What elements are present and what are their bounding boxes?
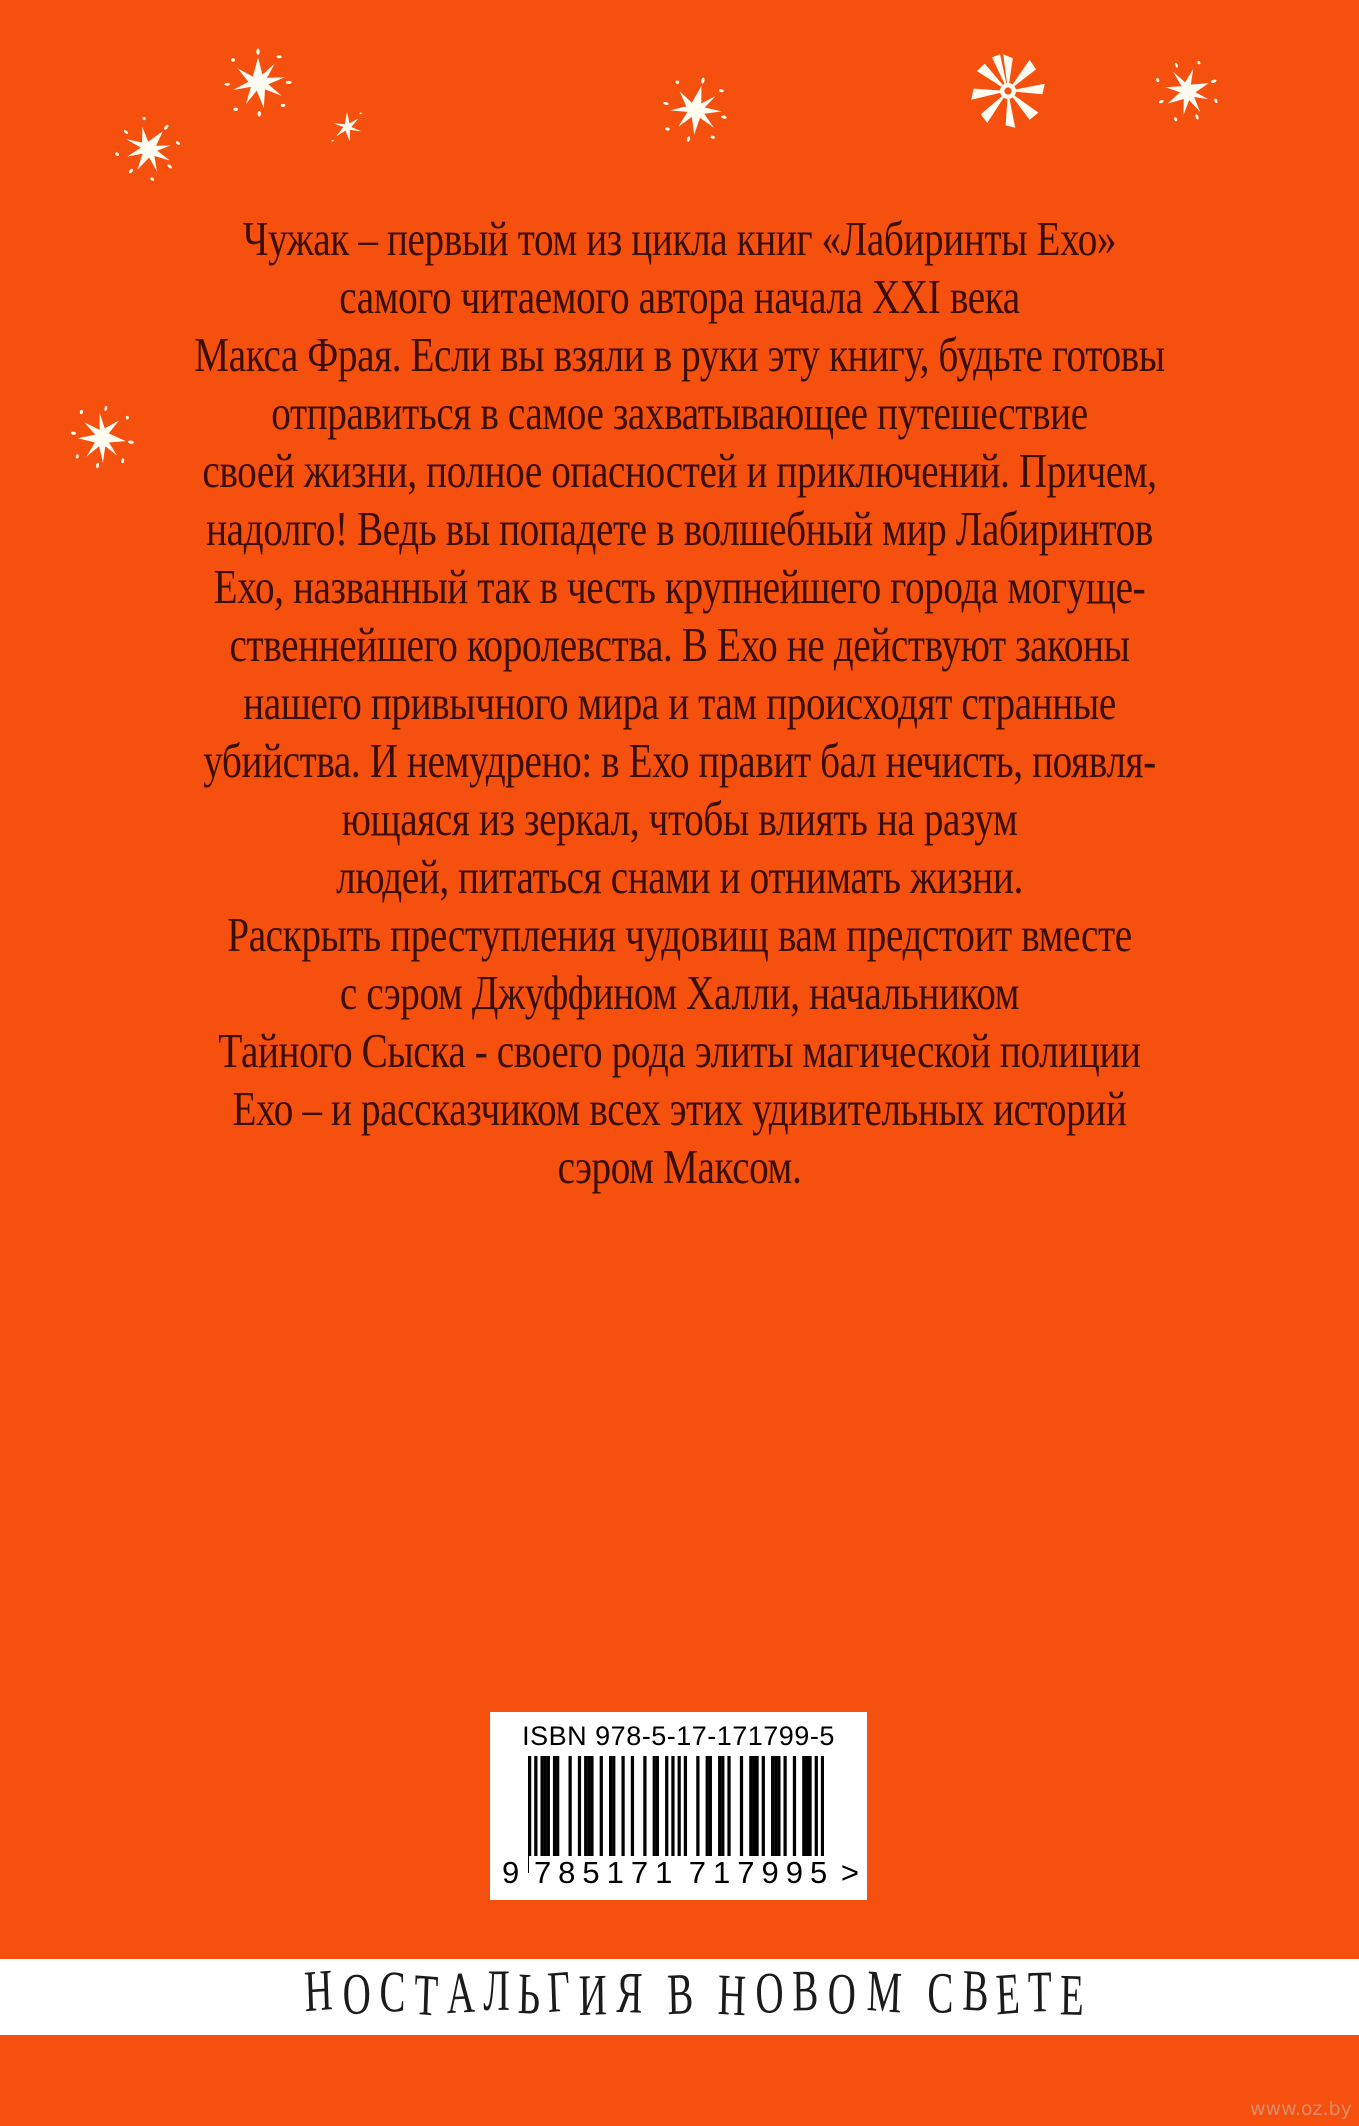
banner-letter: С <box>379 1960 406 2026</box>
barcode-digit-group2: 717995 <box>684 1856 839 1890</box>
banner-letter: С <box>927 1961 954 2026</box>
isbn-barcode-block <box>490 1712 867 1900</box>
isbn-label: ISBN 978-5-17-171799-5 <box>522 1721 835 1751</box>
annotation-line: Ехо, названный так в честь крупнейшего города могуще- <box>213 559 1146 614</box>
sparkle-star-icon <box>329 109 365 145</box>
banner-letter: И <box>578 1963 608 2029</box>
banner-space <box>647 1969 663 2021</box>
annotation-line: отправиться в самое захватывающее путешествие <box>271 385 1088 440</box>
sparkle-star-icon <box>107 108 189 190</box>
barcode-digit-prefix: 9 <box>502 1855 520 1890</box>
sparkle-star-icon <box>226 51 290 115</box>
annotation-line: Макса Фрая. Если вы взяли в руки эту книгу, будьте готовы <box>194 327 1165 382</box>
banner-letter: Е <box>1059 1963 1085 2029</box>
banner-space <box>907 1969 923 2021</box>
annotation-line: ющаяся из зеркал, чтобы влиять на разум <box>341 791 1018 846</box>
banner-letter: О <box>341 1962 371 2028</box>
banner-letter: Ь <box>517 1962 542 2028</box>
annotation-line: убийства. И немудрено: в Ехо правит бал нечисть, появля- <box>203 733 1156 788</box>
barcode-tail-char: > <box>840 1855 860 1890</box>
annotation-line: Чужак – первый том из цикла книг «Лабиринты Ехо» <box>242 211 1117 266</box>
banner-letter: Т <box>412 1962 439 2030</box>
banner-letter: В <box>666 1962 694 2028</box>
annotation-line: ственнейшего королевства. В Ехо не действуют законы <box>229 617 1130 672</box>
banner-letter: О <box>754 1960 785 2028</box>
sparkle-star-icon <box>657 72 733 148</box>
annotation-line: Раскрыть преступления чудовищ вам предстоит вместе <box>227 907 1132 962</box>
banner-letter: Н <box>303 1958 334 2025</box>
annotation-line: нашего привычного мира и там происходят странные <box>243 675 1116 730</box>
banner-letter: М <box>865 1959 903 2027</box>
banner-letter: Е <box>994 1961 1021 2028</box>
banner-letter: А <box>445 1960 476 2027</box>
banner-letter: Г <box>546 1959 572 2026</box>
barcode-digit-group1: 785171 <box>529 1856 684 1890</box>
annotation-line: своей жизни, полное опасностей и приключений. Причем, <box>202 443 1157 498</box>
sparkle-star-icon <box>1150 54 1224 128</box>
annotation-text <box>0 210 1359 1196</box>
banner-space <box>697 1969 713 2021</box>
annotation-line: Тайного Сыска - своего рода элиты магической полиции <box>218 1023 1141 1078</box>
barcode-digits <box>502 1856 859 1890</box>
annotation-line: людей, питаться снами и отнимать жизни. <box>336 849 1023 904</box>
banner-letter: Н <box>717 1963 747 2029</box>
annotation-line: надолго! Ведь вы попадете в волшебный мир Лабиринтов <box>206 501 1153 556</box>
footer-banner <box>0 1959 1359 2035</box>
annotation-line: Ехо – и рассказчиком всех этих удивительных историй <box>232 1081 1127 1136</box>
annotation-line: сэром Максом. <box>557 1139 802 1194</box>
annotation-line: самого читаемого автора начала XXI века <box>339 269 1020 324</box>
banner-letter: О <box>827 1962 857 2028</box>
banner-letter: Л <box>483 1959 511 2024</box>
sparkle-star-icon <box>968 51 1048 131</box>
banner-letter: В <box>961 1958 989 2025</box>
annotation-line: с сэром Джуффином Халли, начальником <box>339 965 1020 1020</box>
banner-letter: Я <box>615 1961 643 2027</box>
banner-letter: В <box>792 1958 820 2025</box>
watermark-text: www.oz.by <box>1250 2098 1352 2120</box>
banner-letter: Т <box>1027 1960 1053 2026</box>
footer-banner-text <box>300 1958 1085 2030</box>
